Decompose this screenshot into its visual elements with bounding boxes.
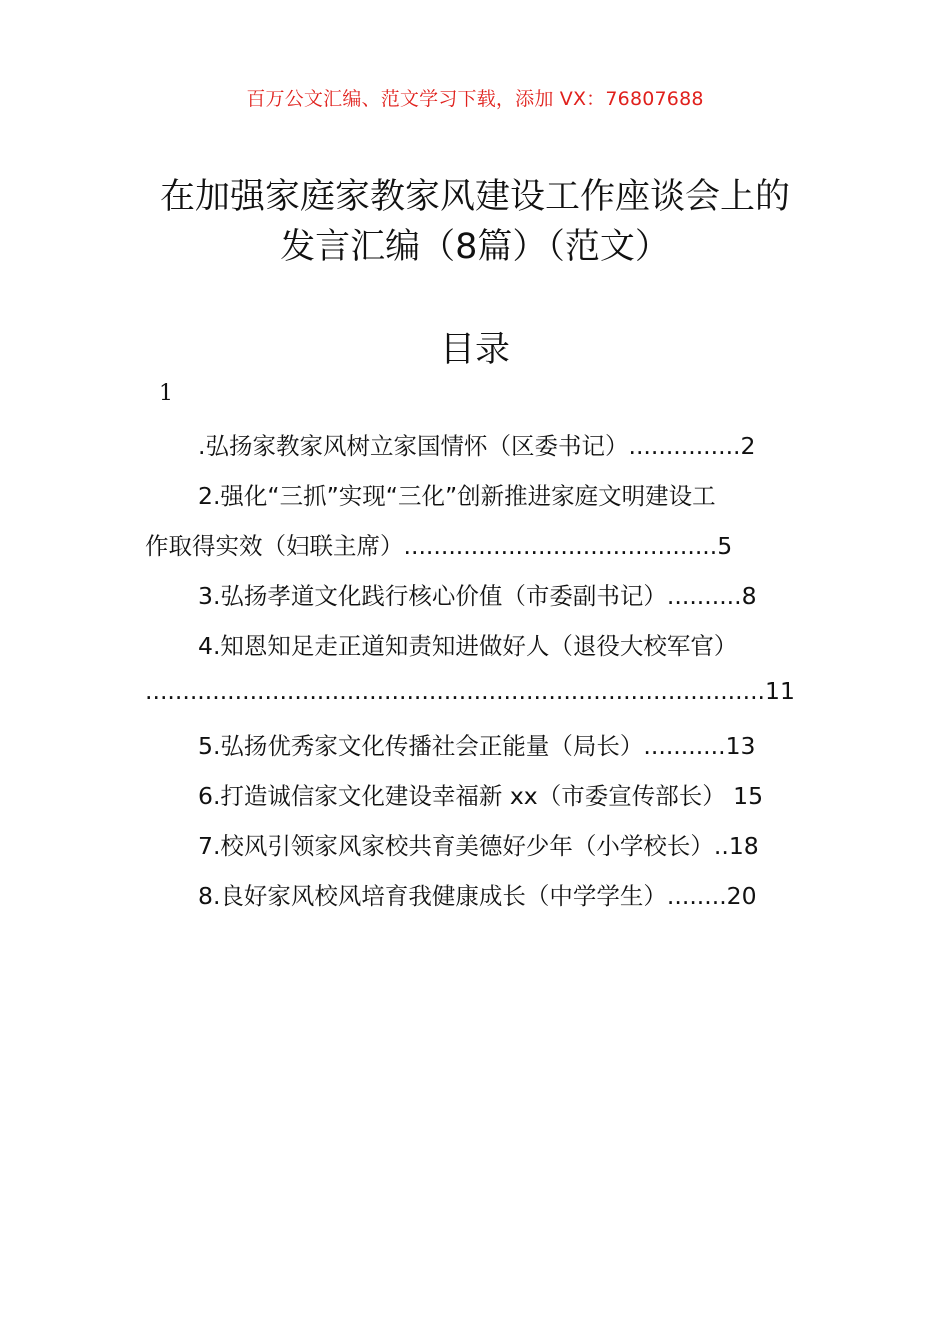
document-title-line-2: 发言汇编（8篇）（范文） <box>280 227 670 267</box>
toc-entry-text: 8.良好家风校风培育我健康成长（中学学生）........20 <box>198 882 757 910</box>
toc-entry-3[interactable] <box>198 577 757 611</box>
toc-entry-4-continued[interactable] <box>145 677 795 705</box>
toc-entry-4[interactable] <box>198 627 737 661</box>
document-title <box>0 172 950 272</box>
toc-entry-5[interactable] <box>198 727 756 761</box>
toc-list-number-marker: 1 <box>159 381 173 406</box>
toc-entry-text: 6.打造诚信家文化建设幸福新 xx（市委宣传部长） 15 <box>198 782 764 810</box>
toc-entry-text: 作取得实效（妇联主席）..........................................5 <box>145 532 733 560</box>
toc-entry-text: ...................................................................................11 <box>145 677 795 705</box>
toc-entry-text: 4.知恩知足走正道知责知进做好人（退役大校军官） <box>198 632 738 660</box>
toc-entry-2[interactable] <box>198 477 716 511</box>
toc-entry-text: 7.校风引领家风家校共育美德好少年（小学校长）..18 <box>198 832 759 860</box>
toc-entry-6[interactable] <box>198 777 763 811</box>
toc-entry-text: 5.弘扬优秀家文化传播社会正能量（局长）...........13 <box>198 732 756 760</box>
document-title-line-1: 在加强家庭家教家风建设工作座谈会上的 <box>159 177 790 217</box>
toc-entry-8[interactable] <box>198 877 757 911</box>
toc-entry-text: 3.弘扬孝道文化践行核心价值（市委副书记）..........8 <box>198 582 757 610</box>
toc-heading: 目录 <box>439 330 510 370</box>
toc-entry-text: .弘扬家教家风树立家国情怀（区委书记）...............2 <box>198 432 756 460</box>
toc-entry-text: 2.强化“三抓”实现“三化”创新推进家庭文明建设工 <box>198 482 716 510</box>
toc-entry-2-continued[interactable] <box>145 527 732 561</box>
toc-entry-1[interactable] <box>198 427 755 461</box>
toc-entry-7[interactable] <box>198 827 759 861</box>
header-watermark-note: 百万公文汇编、范文学习下载，添加 VX：76807688 <box>246 88 704 110</box>
